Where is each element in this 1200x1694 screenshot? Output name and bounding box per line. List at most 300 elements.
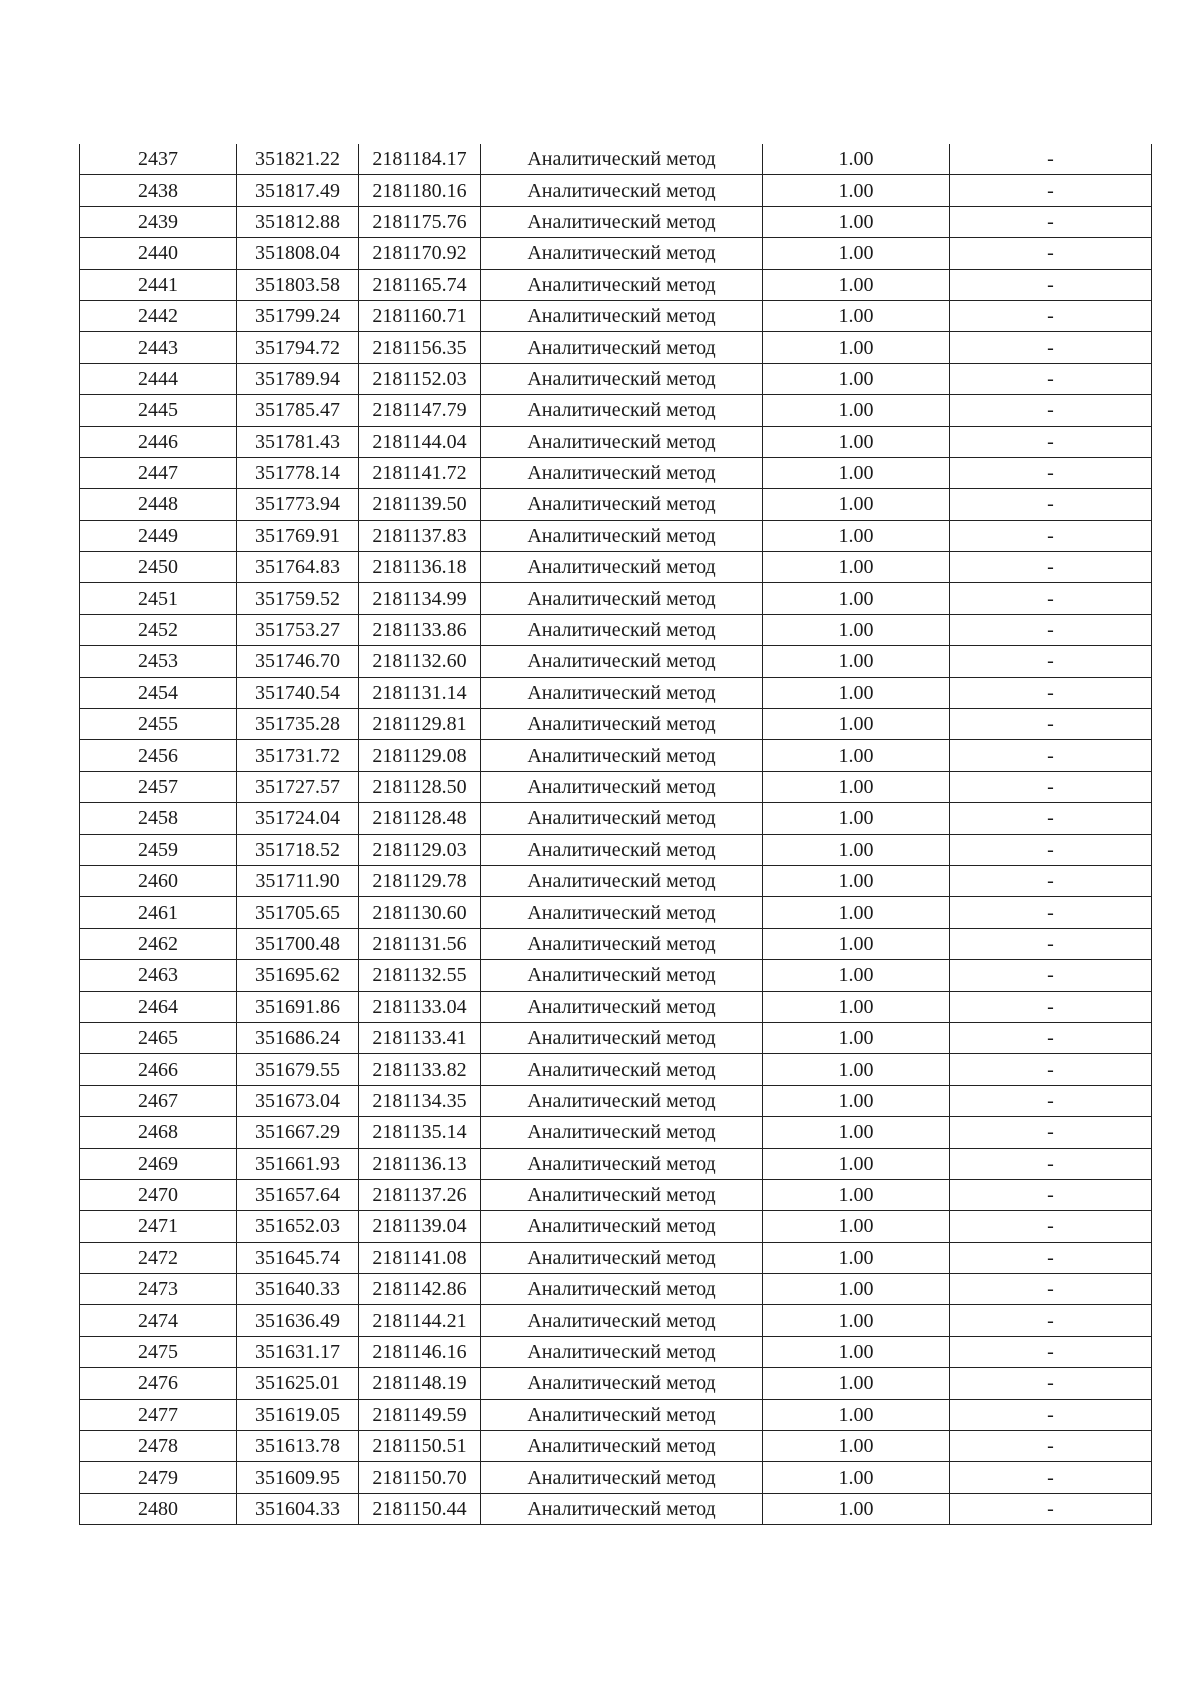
method-cell: Аналитический метод [481, 1054, 763, 1085]
y-coordinate-cell: 2181135.14 [359, 1117, 481, 1148]
accuracy-cell: 1.00 [763, 426, 950, 457]
y-coordinate-cell: 2181129.78 [359, 865, 481, 896]
y-coordinate-cell: 2181147.79 [359, 395, 481, 426]
y-coordinate-cell: 2181160.71 [359, 300, 481, 331]
y-coordinate-cell: 2181130.60 [359, 897, 481, 928]
point-number-cell: 2460 [80, 865, 237, 896]
point-number-cell: 2475 [80, 1336, 237, 1367]
table-row [80, 834, 1152, 865]
description-cell: - [950, 1211, 1152, 1242]
description-cell: - [950, 489, 1152, 520]
x-coordinate-cell: 351604.33 [237, 1493, 359, 1524]
table-row [80, 897, 1152, 928]
table-row [80, 1054, 1152, 1085]
point-number-cell: 2455 [80, 709, 237, 740]
accuracy-cell: 1.00 [763, 144, 950, 175]
y-coordinate-cell: 2181133.82 [359, 1054, 481, 1085]
accuracy-cell: 1.00 [763, 1399, 950, 1430]
accuracy-cell: 1.00 [763, 1305, 950, 1336]
point-number-cell: 2463 [80, 960, 237, 991]
point-number-cell: 2459 [80, 834, 237, 865]
table-row [80, 1305, 1152, 1336]
x-coordinate-cell: 351759.52 [237, 583, 359, 614]
method-cell: Аналитический метод [481, 395, 763, 426]
accuracy-cell: 1.00 [763, 803, 950, 834]
point-number-cell: 2448 [80, 489, 237, 520]
accuracy-cell: 1.00 [763, 552, 950, 583]
accuracy-cell: 1.00 [763, 834, 950, 865]
x-coordinate-cell: 351695.62 [237, 960, 359, 991]
method-cell: Аналитический метод [481, 1179, 763, 1210]
description-cell: - [950, 740, 1152, 771]
y-coordinate-cell: 2181128.50 [359, 771, 481, 802]
point-number-cell: 2467 [80, 1085, 237, 1116]
table-row [80, 740, 1152, 771]
point-number-cell: 2446 [80, 426, 237, 457]
method-cell: Аналитический метод [481, 238, 763, 269]
method-cell: Аналитический метод [481, 740, 763, 771]
x-coordinate-cell: 351735.28 [237, 709, 359, 740]
accuracy-cell: 1.00 [763, 677, 950, 708]
table-row [80, 928, 1152, 959]
x-coordinate-cell: 351812.88 [237, 206, 359, 237]
table-row [80, 1462, 1152, 1493]
method-cell: Аналитический метод [481, 897, 763, 928]
point-number-cell: 2466 [80, 1054, 237, 1085]
method-cell: Аналитический метод [481, 1336, 763, 1367]
point-number-cell: 2471 [80, 1211, 237, 1242]
point-number-cell: 2476 [80, 1368, 237, 1399]
table-row [80, 1211, 1152, 1242]
table-row [80, 803, 1152, 834]
accuracy-cell: 1.00 [763, 300, 950, 331]
x-coordinate-cell: 351764.83 [237, 552, 359, 583]
accuracy-cell: 1.00 [763, 1431, 950, 1462]
table-row [80, 457, 1152, 488]
point-number-cell: 2461 [80, 897, 237, 928]
method-cell: Аналитический метод [481, 489, 763, 520]
description-cell: - [950, 1054, 1152, 1085]
table-row [80, 771, 1152, 802]
description-cell: - [950, 583, 1152, 614]
y-coordinate-cell: 2181134.35 [359, 1085, 481, 1116]
accuracy-cell: 1.00 [763, 457, 950, 488]
table-row [80, 709, 1152, 740]
x-coordinate-cell: 351661.93 [237, 1148, 359, 1179]
x-coordinate-cell: 351613.78 [237, 1431, 359, 1462]
x-coordinate-cell: 351773.94 [237, 489, 359, 520]
description-cell: - [950, 1368, 1152, 1399]
point-number-cell: 2470 [80, 1179, 237, 1210]
point-number-cell: 2438 [80, 175, 237, 206]
y-coordinate-cell: 2181128.48 [359, 803, 481, 834]
method-cell: Аналитический метод [481, 1431, 763, 1462]
table-row [80, 1085, 1152, 1116]
y-coordinate-cell: 2181175.76 [359, 206, 481, 237]
point-number-cell: 2452 [80, 614, 237, 645]
method-cell: Аналитический метод [481, 300, 763, 331]
x-coordinate-cell: 351667.29 [237, 1117, 359, 1148]
description-cell: - [950, 677, 1152, 708]
table-row [80, 1148, 1152, 1179]
description-cell: - [950, 300, 1152, 331]
accuracy-cell: 1.00 [763, 1336, 950, 1367]
accuracy-cell: 1.00 [763, 175, 950, 206]
method-cell: Аналитический метод [481, 677, 763, 708]
y-coordinate-cell: 2181131.56 [359, 928, 481, 959]
y-coordinate-cell: 2181165.74 [359, 269, 481, 300]
method-cell: Аналитический метод [481, 1305, 763, 1336]
method-cell: Аналитический метод [481, 1493, 763, 1524]
x-coordinate-cell: 351640.33 [237, 1274, 359, 1305]
description-cell: - [950, 1399, 1152, 1430]
table-row [80, 646, 1152, 677]
table-row [80, 960, 1152, 991]
description-cell: - [950, 771, 1152, 802]
table-row [80, 175, 1152, 206]
description-cell: - [950, 1022, 1152, 1053]
x-coordinate-cell: 351609.95 [237, 1462, 359, 1493]
y-coordinate-cell: 2181137.83 [359, 520, 481, 551]
table-row [80, 238, 1152, 269]
y-coordinate-cell: 2181142.86 [359, 1274, 481, 1305]
description-cell: - [950, 395, 1152, 426]
description-cell: - [950, 897, 1152, 928]
x-coordinate-cell: 351727.57 [237, 771, 359, 802]
description-cell: - [950, 363, 1152, 394]
accuracy-cell: 1.00 [763, 709, 950, 740]
description-cell: - [950, 426, 1152, 457]
point-number-cell: 2445 [80, 395, 237, 426]
table-row [80, 1242, 1152, 1273]
y-coordinate-cell: 2181129.03 [359, 834, 481, 865]
description-cell: - [950, 1336, 1152, 1367]
accuracy-cell: 1.00 [763, 1462, 950, 1493]
description-cell: - [950, 332, 1152, 363]
accuracy-cell: 1.00 [763, 269, 950, 300]
accuracy-cell: 1.00 [763, 740, 950, 771]
y-coordinate-cell: 2181134.99 [359, 583, 481, 614]
accuracy-cell: 1.00 [763, 991, 950, 1022]
description-cell: - [950, 1274, 1152, 1305]
accuracy-cell: 1.00 [763, 865, 950, 896]
method-cell: Аналитический метод [481, 144, 763, 175]
description-cell: - [950, 457, 1152, 488]
description-cell: - [950, 1431, 1152, 1462]
table-row [80, 991, 1152, 1022]
point-number-cell: 2480 [80, 1493, 237, 1524]
y-coordinate-cell: 2181144.04 [359, 426, 481, 457]
accuracy-cell: 1.00 [763, 771, 950, 802]
y-coordinate-cell: 2181133.04 [359, 991, 481, 1022]
y-coordinate-cell: 2181144.21 [359, 1305, 481, 1336]
description-cell: - [950, 928, 1152, 959]
point-number-cell: 2458 [80, 803, 237, 834]
x-coordinate-cell: 351636.49 [237, 1305, 359, 1336]
method-cell: Аналитический метод [481, 1117, 763, 1148]
x-coordinate-cell: 351679.55 [237, 1054, 359, 1085]
description-cell: - [950, 206, 1152, 237]
description-cell: - [950, 865, 1152, 896]
point-number-cell: 2439 [80, 206, 237, 237]
y-coordinate-cell: 2181150.51 [359, 1431, 481, 1462]
x-coordinate-cell: 351645.74 [237, 1242, 359, 1273]
point-number-cell: 2478 [80, 1431, 237, 1462]
point-number-cell: 2462 [80, 928, 237, 959]
description-cell: - [950, 1305, 1152, 1336]
point-number-cell: 2440 [80, 238, 237, 269]
coordinates-table [79, 144, 1152, 1525]
table-row [80, 426, 1152, 457]
description-cell: - [950, 175, 1152, 206]
y-coordinate-cell: 2181136.18 [359, 552, 481, 583]
y-coordinate-cell: 2181184.17 [359, 144, 481, 175]
y-coordinate-cell: 2181141.72 [359, 457, 481, 488]
y-coordinate-cell: 2181141.08 [359, 1242, 481, 1273]
x-coordinate-cell: 351718.52 [237, 834, 359, 865]
point-number-cell: 2454 [80, 677, 237, 708]
x-coordinate-cell: 351794.72 [237, 332, 359, 363]
table-row [80, 865, 1152, 896]
method-cell: Аналитический метод [481, 1085, 763, 1116]
point-number-cell: 2479 [80, 1462, 237, 1493]
point-number-cell: 2442 [80, 300, 237, 331]
method-cell: Аналитический метод [481, 771, 763, 802]
accuracy-cell: 1.00 [763, 1179, 950, 1210]
y-coordinate-cell: 2181156.35 [359, 332, 481, 363]
point-number-cell: 2456 [80, 740, 237, 771]
y-coordinate-cell: 2181148.19 [359, 1368, 481, 1399]
table-row [80, 1022, 1152, 1053]
table-row [80, 489, 1152, 520]
method-cell: Аналитический метод [481, 834, 763, 865]
description-cell: - [950, 1085, 1152, 1116]
point-number-cell: 2444 [80, 363, 237, 394]
method-cell: Аналитический метод [481, 709, 763, 740]
method-cell: Аналитический метод [481, 457, 763, 488]
point-number-cell: 2443 [80, 332, 237, 363]
table-row [80, 300, 1152, 331]
method-cell: Аналитический метод [481, 1274, 763, 1305]
x-coordinate-cell: 351746.70 [237, 646, 359, 677]
method-cell: Аналитический метод [481, 1148, 763, 1179]
x-coordinate-cell: 351631.17 [237, 1336, 359, 1367]
description-cell: - [950, 1179, 1152, 1210]
point-number-cell: 2469 [80, 1148, 237, 1179]
y-coordinate-cell: 2181133.86 [359, 614, 481, 645]
point-number-cell: 2450 [80, 552, 237, 583]
x-coordinate-cell: 351740.54 [237, 677, 359, 708]
table-row [80, 677, 1152, 708]
accuracy-cell: 1.00 [763, 646, 950, 677]
x-coordinate-cell: 351781.43 [237, 426, 359, 457]
y-coordinate-cell: 2181132.55 [359, 960, 481, 991]
method-cell: Аналитический метод [481, 1022, 763, 1053]
y-coordinate-cell: 2181150.70 [359, 1462, 481, 1493]
y-coordinate-cell: 2181133.41 [359, 1022, 481, 1053]
x-coordinate-cell: 351803.58 [237, 269, 359, 300]
accuracy-cell: 1.00 [763, 332, 950, 363]
description-cell: - [950, 552, 1152, 583]
accuracy-cell: 1.00 [763, 583, 950, 614]
table-row [80, 269, 1152, 300]
x-coordinate-cell: 351724.04 [237, 803, 359, 834]
accuracy-cell: 1.00 [763, 960, 950, 991]
y-coordinate-cell: 2181170.92 [359, 238, 481, 269]
accuracy-cell: 1.00 [763, 520, 950, 551]
accuracy-cell: 1.00 [763, 1054, 950, 1085]
table-row [80, 1117, 1152, 1148]
table-row [80, 144, 1152, 175]
accuracy-cell: 1.00 [763, 206, 950, 237]
y-coordinate-cell: 2181136.13 [359, 1148, 481, 1179]
table-row [80, 395, 1152, 426]
method-cell: Аналитический метод [481, 1211, 763, 1242]
method-cell: Аналитический метод [481, 1242, 763, 1273]
accuracy-cell: 1.00 [763, 1274, 950, 1305]
x-coordinate-cell: 351817.49 [237, 175, 359, 206]
x-coordinate-cell: 351691.86 [237, 991, 359, 1022]
table-row [80, 332, 1152, 363]
table-row [80, 1431, 1152, 1462]
x-coordinate-cell: 351753.27 [237, 614, 359, 645]
y-coordinate-cell: 2181129.81 [359, 709, 481, 740]
method-cell: Аналитический метод [481, 1399, 763, 1430]
method-cell: Аналитический метод [481, 960, 763, 991]
accuracy-cell: 1.00 [763, 928, 950, 959]
method-cell: Аналитический метод [481, 991, 763, 1022]
table-row [80, 552, 1152, 583]
table-row [80, 614, 1152, 645]
accuracy-cell: 1.00 [763, 363, 950, 394]
point-number-cell: 2457 [80, 771, 237, 802]
method-cell: Аналитический метод [481, 206, 763, 237]
table-row [80, 583, 1152, 614]
y-coordinate-cell: 2181180.16 [359, 175, 481, 206]
description-cell: - [950, 646, 1152, 677]
y-coordinate-cell: 2181137.26 [359, 1179, 481, 1210]
accuracy-cell: 1.00 [763, 1368, 950, 1399]
point-number-cell: 2441 [80, 269, 237, 300]
description-cell: - [950, 1148, 1152, 1179]
accuracy-cell: 1.00 [763, 1117, 950, 1148]
point-number-cell: 2473 [80, 1274, 237, 1305]
x-coordinate-cell: 351700.48 [237, 928, 359, 959]
method-cell: Аналитический метод [481, 1462, 763, 1493]
point-number-cell: 2472 [80, 1242, 237, 1273]
method-cell: Аналитический метод [481, 426, 763, 457]
accuracy-cell: 1.00 [763, 1085, 950, 1116]
method-cell: Аналитический метод [481, 269, 763, 300]
y-coordinate-cell: 2181131.14 [359, 677, 481, 708]
method-cell: Аналитический метод [481, 583, 763, 614]
accuracy-cell: 1.00 [763, 489, 950, 520]
point-number-cell: 2474 [80, 1305, 237, 1336]
description-cell: - [950, 960, 1152, 991]
coordinates-table-body [80, 144, 1152, 1525]
point-number-cell: 2468 [80, 1117, 237, 1148]
method-cell: Аналитический метод [481, 175, 763, 206]
description-cell: - [950, 520, 1152, 551]
table-row [80, 1399, 1152, 1430]
method-cell: Аналитический метод [481, 928, 763, 959]
description-cell: - [950, 1493, 1152, 1524]
accuracy-cell: 1.00 [763, 1211, 950, 1242]
point-number-cell: 2477 [80, 1399, 237, 1430]
x-coordinate-cell: 351821.22 [237, 144, 359, 175]
table-row [80, 1336, 1152, 1367]
description-cell: - [950, 144, 1152, 175]
accuracy-cell: 1.00 [763, 395, 950, 426]
y-coordinate-cell: 2181152.03 [359, 363, 481, 394]
description-cell: - [950, 803, 1152, 834]
point-number-cell: 2437 [80, 144, 237, 175]
x-coordinate-cell: 351769.91 [237, 520, 359, 551]
table-row [80, 1274, 1152, 1305]
description-cell: - [950, 709, 1152, 740]
method-cell: Аналитический метод [481, 1368, 763, 1399]
description-cell: - [950, 614, 1152, 645]
description-cell: - [950, 991, 1152, 1022]
description-cell: - [950, 238, 1152, 269]
table-row [80, 206, 1152, 237]
y-coordinate-cell: 2181139.50 [359, 489, 481, 520]
y-coordinate-cell: 2181139.04 [359, 1211, 481, 1242]
table-row [80, 1368, 1152, 1399]
description-cell: - [950, 1117, 1152, 1148]
x-coordinate-cell: 351657.64 [237, 1179, 359, 1210]
description-cell: - [950, 1242, 1152, 1273]
y-coordinate-cell: 2181149.59 [359, 1399, 481, 1430]
method-cell: Аналитический метод [481, 614, 763, 645]
accuracy-cell: 1.00 [763, 897, 950, 928]
table-row [80, 1179, 1152, 1210]
point-number-cell: 2449 [80, 520, 237, 551]
accuracy-cell: 1.00 [763, 238, 950, 269]
x-coordinate-cell: 351731.72 [237, 740, 359, 771]
table-row [80, 520, 1152, 551]
description-cell: - [950, 1462, 1152, 1493]
method-cell: Аналитический метод [481, 363, 763, 394]
x-coordinate-cell: 351652.03 [237, 1211, 359, 1242]
method-cell: Аналитический метод [481, 332, 763, 363]
method-cell: Аналитический метод [481, 803, 763, 834]
y-coordinate-cell: 2181146.16 [359, 1336, 481, 1367]
method-cell: Аналитический метод [481, 520, 763, 551]
point-number-cell: 2453 [80, 646, 237, 677]
table-row [80, 1493, 1152, 1524]
x-coordinate-cell: 351625.01 [237, 1368, 359, 1399]
x-coordinate-cell: 351808.04 [237, 238, 359, 269]
accuracy-cell: 1.00 [763, 1148, 950, 1179]
x-coordinate-cell: 351686.24 [237, 1022, 359, 1053]
x-coordinate-cell: 351785.47 [237, 395, 359, 426]
x-coordinate-cell: 351705.65 [237, 897, 359, 928]
x-coordinate-cell: 351673.04 [237, 1085, 359, 1116]
method-cell: Аналитический метод [481, 646, 763, 677]
point-number-cell: 2447 [80, 457, 237, 488]
x-coordinate-cell: 351799.24 [237, 300, 359, 331]
y-coordinate-cell: 2181132.60 [359, 646, 481, 677]
description-cell: - [950, 269, 1152, 300]
table-row [80, 363, 1152, 394]
x-coordinate-cell: 351619.05 [237, 1399, 359, 1430]
y-coordinate-cell: 2181150.44 [359, 1493, 481, 1524]
y-coordinate-cell: 2181129.08 [359, 740, 481, 771]
method-cell: Аналитический метод [481, 552, 763, 583]
x-coordinate-cell: 351778.14 [237, 457, 359, 488]
point-number-cell: 2464 [80, 991, 237, 1022]
